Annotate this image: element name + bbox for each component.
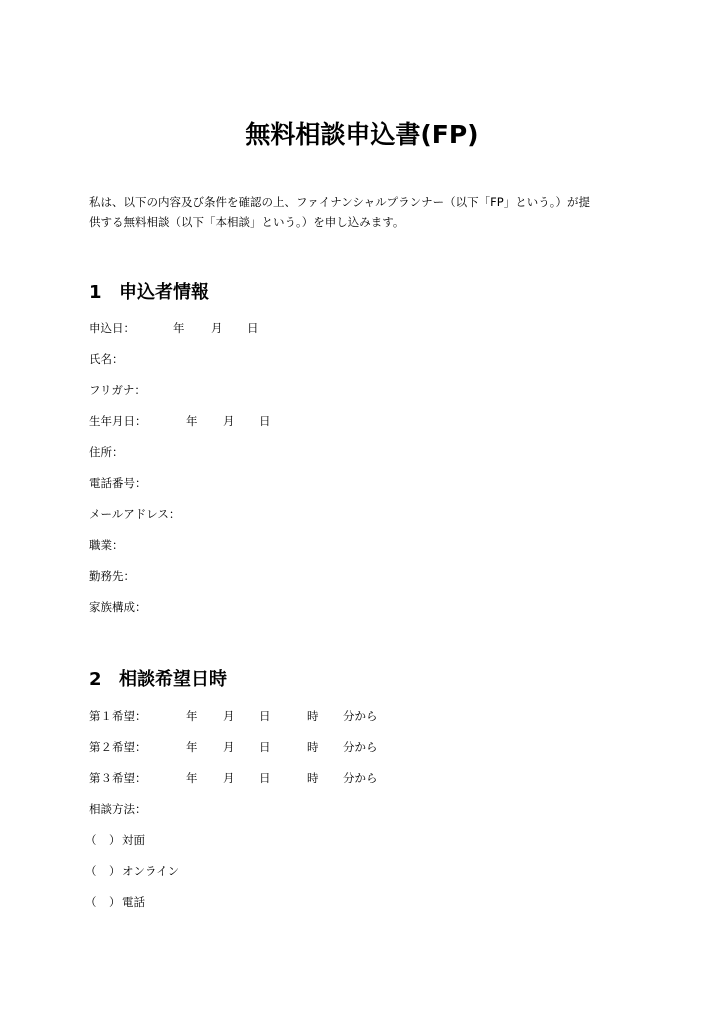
method-label: 相談方法： [89,802,147,816]
employer-label: 勤務先： [89,569,135,583]
application-date-day: 日 [247,321,259,335]
preference-year: 年 [186,771,198,785]
preference-label: 第１希望： [89,709,147,723]
intro-line: 私は、以下の内容及び条件を確認の上、ファイナンシャルプランナー（以下「FP」という。）が提 [89,195,590,209]
section-1-title: 申込者情報 [119,282,209,303]
preference-hour: 時 [307,771,319,785]
document-title: 無料相談申込書(FP) [245,120,479,149]
preference-label: 第３希望： [89,771,147,785]
preference-month: 月 [223,709,235,723]
furigana-label: フリガナ： [89,383,146,397]
address-label: 住所： [89,445,124,459]
method-close-paren: ） [109,833,121,847]
section-2-title: 相談希望日時 [119,669,227,690]
preference-minute: 分から [343,771,378,785]
section-1-number: 1 [89,282,102,303]
method-open-paren: （ [85,895,97,909]
preference-month: 月 [223,740,235,754]
preference-day: 日 [259,740,271,754]
method-option-label: 電話 [122,895,145,909]
preference-hour: 時 [307,709,319,723]
application-date-year: 年 [173,321,185,335]
section-1-heading [89,280,209,306]
preference-year: 年 [186,740,198,754]
birth-date-year: 年 [186,414,198,428]
preference-minute: 分から [343,740,378,754]
family-label: 家族構成： [89,600,147,614]
preference-year: 年 [186,709,198,723]
birth-date-label: 生年月日： [89,414,147,428]
preference-month: 月 [223,771,235,785]
name-label: 氏名： [89,352,124,366]
preference-minute: 分から [343,709,378,723]
method-close-paren: ） [109,864,121,878]
method-close-paren: ） [109,895,121,909]
application-date-month: 月 [211,321,223,335]
method-open-paren: （ [85,833,97,847]
occupation-label: 職業： [89,538,124,552]
preference-day: 日 [259,771,271,785]
intro-paragraph [89,192,649,232]
email-label: メールアドレス： [89,507,181,521]
preference-hour: 時 [307,740,319,754]
method-open-paren: （ [85,864,97,878]
birth-date-month: 月 [223,414,235,428]
preference-day: 日 [259,709,271,723]
intro-line: 供する無料相談（以下「本相談」という。）を申し込みます。 [89,215,405,229]
birth-date-day: 日 [259,414,271,428]
preference-label: 第２希望： [89,740,147,754]
section-2-number: 2 [89,669,102,690]
method-option-label: 対面 [122,833,145,847]
application-date-label: 申込日： [89,321,135,335]
phone-label: 電話番号： [89,476,147,490]
method-option-label: オンライン [122,864,180,878]
section-2-heading [89,667,227,693]
